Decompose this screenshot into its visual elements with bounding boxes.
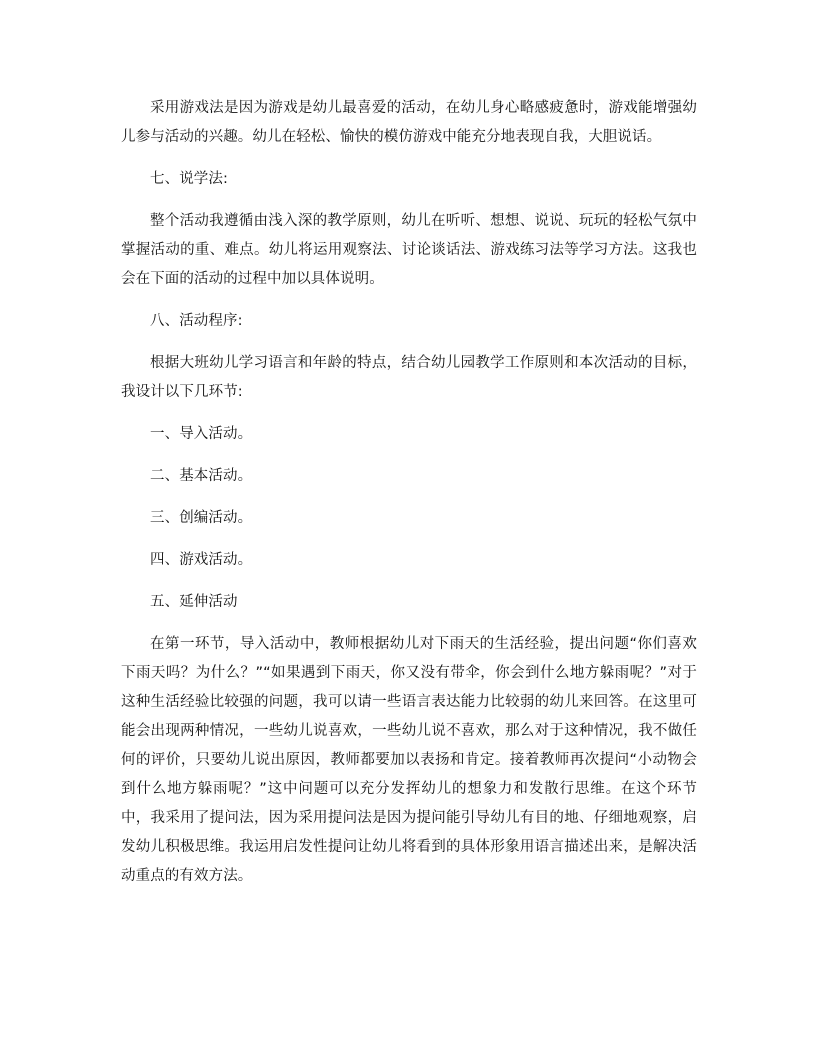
paragraph-gap — [121, 152, 697, 165]
document-body — [121, 94, 697, 891]
paragraph-first-stage: 在第一环节，导入活动中，教师根据幼儿对下雨天的生活经验，提出问题“你们喜欢下雨天吗？为什么？”“如果遇到下雨天，你又没有带伞，你会到什么地方躲雨呢？”对于这种生活经验比较强的问题，我可以请一些语言表达能力比较弱的幼儿来回答。在这里可能会出现两种情况，一些幼儿说喜欢，一些幼儿说不喜欢，那么对于这种情况，我不做任何的评价，只要幼儿说出原因，教师都要加以表扬和肯定。接着教师再次提问“小动物会到什么地方躲雨呢？”这中问题可以充分发挥幼儿的想象力和发散行思维。在这个环节中，我采用了提问法，因为采用提问法是因为提问能引导幼儿有目的地、仔细地观察，启发幼儿积极思维。我运用启发性提问让幼儿将看到的具体形象用语言描述出来，是解决活动重点的有效方法。 — [121, 636, 697, 884]
paragraph-gap — [121, 533, 697, 546]
heading-activity-procedure: 八、活动程序: — [150, 313, 243, 329]
paragraph-gap — [121, 194, 697, 207]
paragraph-gap — [121, 294, 697, 307]
list-item-creative-activity: 三、创编活动。 — [150, 510, 253, 526]
paragraph-procedure-intro: 根据大班幼儿学习语言和年龄的特点，结合幼儿园教学工作原则和本次活动的目标，我设计以下几环节: — [121, 355, 697, 400]
paragraph-game-method: 采用游戏法是因为游戏是幼儿最喜爱的活动，在幼儿身心略感疲惫时，游戏能增强幼儿参与活动的兴趣。幼儿在轻松、愉快的模仿游戏中能充分地表现自我，大胆说话。 — [121, 100, 697, 145]
paragraph-gap — [121, 449, 697, 462]
paragraph-gap — [121, 491, 697, 504]
list-item-intro-activity: 一、导入活动。 — [150, 426, 253, 442]
list-item-game-activity: 四、游戏活动。 — [150, 552, 253, 568]
paragraph-gap — [121, 336, 697, 349]
paragraph-learning-method: 整个活动我遵循由浅入深的教学原则，幼儿在听听、想想、说说、玩玩的轻松气氛中掌握活动的重、难点。幼儿将运用观察法、讨论谈话法、游戏练习法等学习方法。这我也会在下面的活动的过程中加以具体说明。 — [121, 213, 697, 287]
list-item-extension-activity: 五、延伸活动 — [150, 594, 238, 610]
paragraph-gap — [121, 407, 697, 420]
heading-learning-method: 七、说学法: — [150, 171, 228, 187]
list-item-basic-activity: 二、基本活动。 — [150, 468, 253, 484]
paragraph-gap — [121, 617, 697, 630]
paragraph-gap — [121, 575, 697, 588]
